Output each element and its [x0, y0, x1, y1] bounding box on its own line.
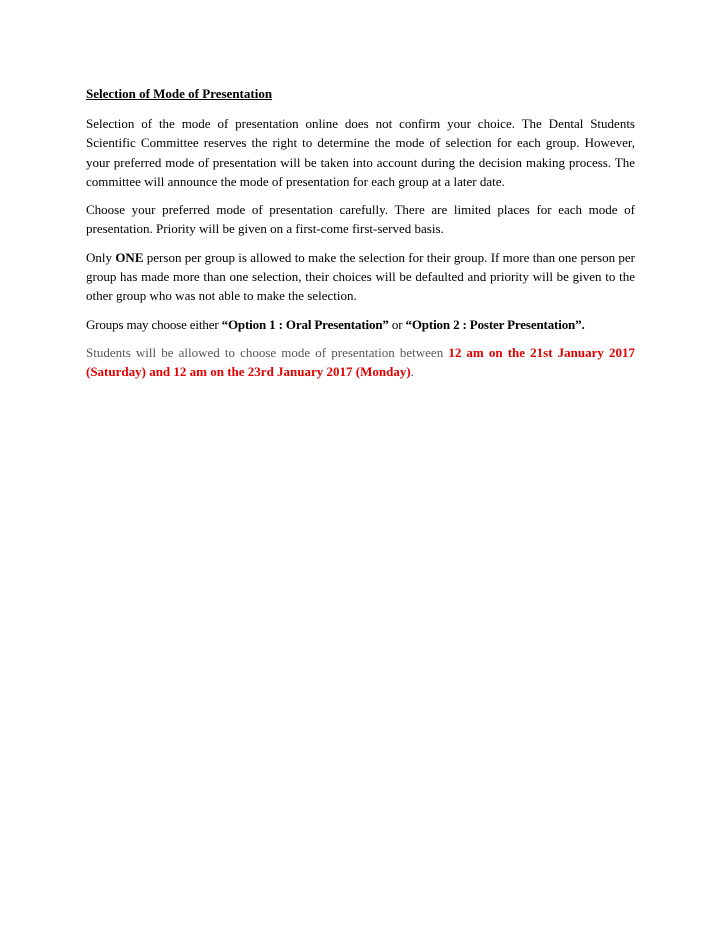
options-text-middle: or — [388, 316, 406, 332]
selection-window-dates: 12 am on the 21st January 2017 (Saturday) and 12 am on the 23rd January 2017 (Monday) — [86, 344, 635, 380]
one-rule-text-before: Only — [86, 249, 116, 265]
paragraph-selection-window — [86, 343, 635, 382]
window-text-before: Students will be allowed to choose mode of presentation between — [86, 344, 449, 360]
option-2-label: “Option 2 : Poster Presentation”. — [405, 316, 585, 332]
document-page — [86, 84, 635, 391]
one-rule-text-after: person per group is allowed to make the selection for their group. If more than one person per group has made more than one selection, their choices will be defaulted and priority will be given to the other group who was not able to make the selection. — [86, 249, 635, 304]
paragraph-choose-carefully: Choose your preferred mode of presentation carefully. There are limited places for each mode of presentation. Priority will be given on a first-come first-served basis. — [86, 202, 635, 237]
options-text-before: Groups may choose either — [86, 316, 222, 332]
option-1-label: “Option 1 : Oral Presentation” — [221, 316, 389, 332]
page-title: Selection of Mode of Presentation — [86, 86, 273, 101]
paragraph-options — [86, 315, 635, 334]
paragraph-one-person-rule — [86, 248, 635, 306]
paragraph-selection-disclaimer: Selection of the mode of presentation online does not confirm your choice. The Dental Students Scientific Committee reserves the right to determine the mode of selection for each group. However, your preferred mode of presentation will be taken into account during the decision making process. The committee will announce the mode of presentation for each group at a later date. — [86, 116, 635, 189]
window-text-after: . — [410, 364, 414, 380]
one-emphasis: ONE — [115, 249, 144, 265]
